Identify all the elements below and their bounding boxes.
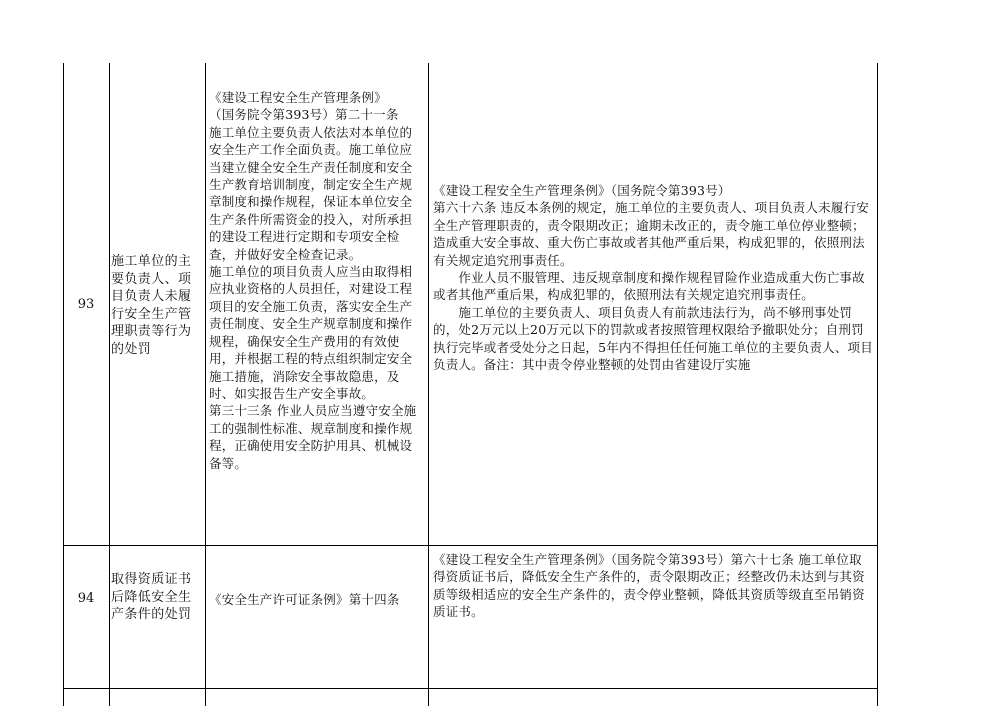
row-divider: [63, 545, 878, 546]
table-border-right: [877, 63, 878, 706]
table-border-left: [63, 63, 64, 706]
item-name: 取得资质证书后降低安全生产条件的处罚: [111, 572, 192, 623]
legal-basis-text: 《安全生产许可证条例》第十四条: [209, 592, 400, 607]
row-divider: [63, 688, 878, 689]
column-divider: [109, 63, 110, 706]
legal-basis-text: 《建设工程安全生产管理条例》 （国务院令第393号）第二十一条 施工单位主要负责人依法对本单位的安全生产工作全面负责。施工单位应当建立健全安全生产责任制度和安全生产教育培训制度，制定安全生产规章制度和操作规程，保证本单位安全生产条件所需资金的投入，对所承担的建设工程进行定期和专项安全检查，并做好安全检查记录。 施工单位的项目负责人应当由取得相应执业资格的人员担任，对建设工程项目的安全施工负责，落实安全生产责任制度、安全生产规章制度和操作规程，确保安全生产费用的有效使用，并根据工程的特点组织制定安全施工措施，消除安全事故隐患，及时、如实报告生产安全事故。 第三十三条 作业人员应当遵守安全施工的强制性标准、规章制度和操作规程，正确使用安全防护用具、机械设备等。: [209, 90, 417, 471]
regulation-table: [63, 63, 878, 706]
column-divider: [428, 63, 429, 706]
penalty-text: 《建设工程安全生产管理条例》（国务院令第393号） 第六十六条 违反本条例的规定，施工单位的主要负责人、项目负责人未履行安全生产管理职责的，责令限期改正；逾期未改正的，责令施工单位停业整顿；造成重大安全事故、重大伤亡事故或者其他严重后果，构成犯罪的，依照刑法有关规定追究刑事责任。 作业人员不服管理、违反规章制度和操作规程冒险作业造成重大伤亡事故或者其他严重后果，构成犯罪的，依照刑法有关规定追究刑事责任。 施工单位的主要负责人、项目负责人有前款违法行为，尚不够刑事处罚的，处2万元以上20万元以下的罚款或者按照管理权限给予撤职处分；自刑罚执行完毕或者受处分之日起，5年内不得担任任何施工单位的主要负责人、项目负责人。备注：其中责令停业整顿的处罚由省建设厅实施: [433, 183, 873, 373]
row-number: 93: [77, 297, 95, 312]
column-divider: [205, 63, 206, 706]
row-number: 94: [77, 591, 95, 606]
penalty-text: 《建设工程安全生产管理条例》（国务院令第393号）第六十七条 施工单位取得资质证书后，降低安全生产条件的，责令限期改正；经整改仍未达到与其资质等级相适应的安全生产条件的，责令停业整顿，降低其资质等级直至吊销资质证书。: [433, 552, 865, 620]
item-name: 施工单位的主要负责人、项目负责人未履行安全生产管理职责等行为的处罚: [111, 254, 192, 357]
